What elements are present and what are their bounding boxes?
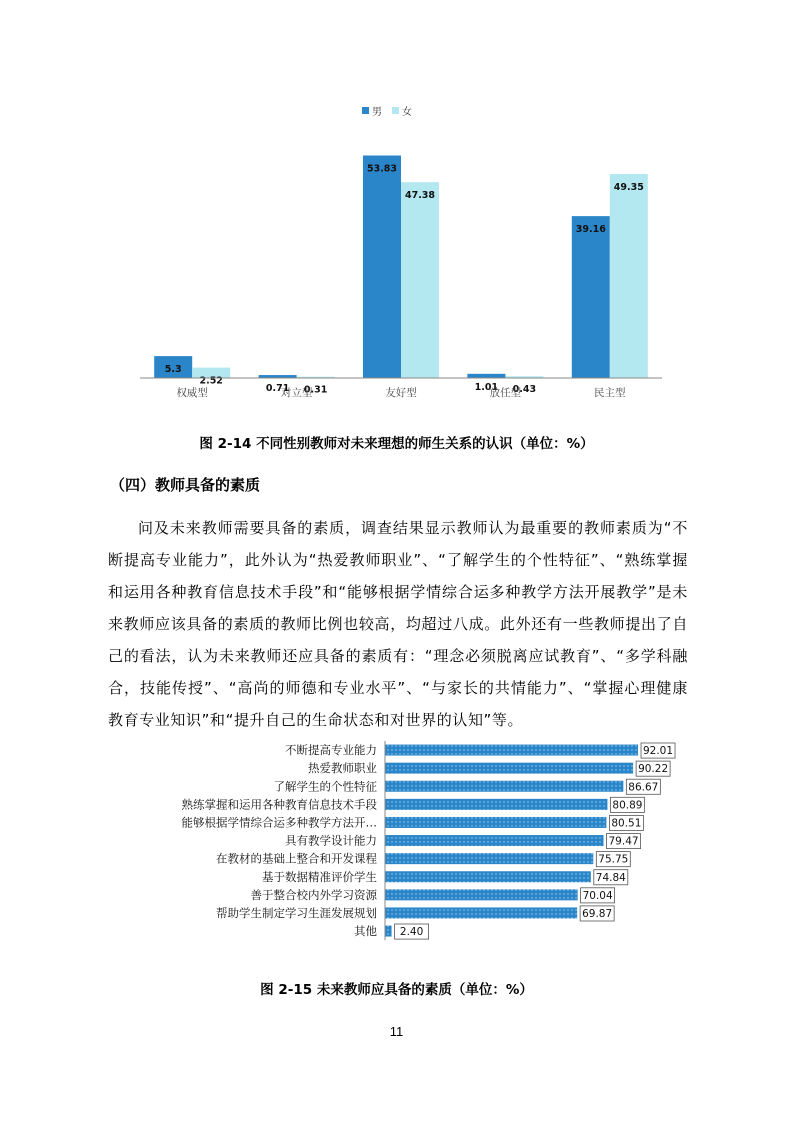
category-label: 放任型 [489, 387, 522, 399]
data-label: 0.43 [512, 384, 537, 396]
bar [385, 889, 578, 900]
section-heading: （四）教师具备的素质 [110, 476, 261, 494]
category-label: 不断提高专业能力 [285, 743, 377, 758]
data-label: 1.01 [474, 381, 499, 393]
data-label: 90.22 [638, 763, 669, 776]
data-label: 39.16 [575, 224, 606, 236]
bar [385, 926, 392, 937]
chart-legend [362, 105, 412, 118]
bar [385, 781, 623, 792]
data-label: 47.38 [404, 190, 436, 202]
bar [572, 216, 610, 378]
category-label: 能够根据学情综合运多种教学方法开… [181, 815, 377, 830]
category-label: 热爱教师职业 [308, 761, 377, 776]
data-label: 80.89 [612, 799, 643, 812]
data-label: 0.31 [303, 384, 328, 396]
data-label: 49.35 [613, 182, 644, 194]
bar [363, 156, 401, 378]
bar [610, 174, 648, 378]
data-label: 5.3 [164, 364, 182, 376]
legend-label: 男 [372, 107, 382, 118]
bar [467, 374, 505, 378]
bar [385, 817, 606, 828]
category-label: 在教材的基础上整合和开发课程 [216, 851, 377, 866]
category-label: 民主型 [594, 387, 626, 399]
bar [385, 853, 593, 864]
bar [385, 871, 591, 882]
data-label: 75.75 [598, 853, 629, 866]
legend-swatch [392, 107, 399, 114]
category-label: 熟练掌握和运用各种教育信息技术手段 [181, 797, 377, 812]
data-label: 80.51 [611, 817, 642, 830]
category-label: 对立型 [280, 387, 313, 399]
category-label: 其他 [354, 924, 377, 939]
data-label: 0.71 [265, 383, 290, 395]
teacher-qualities-bar-chart [130, 736, 674, 946]
bar [385, 907, 577, 918]
data-label: 79.47 [608, 835, 639, 848]
legend-label: 女 [402, 107, 412, 118]
page-number: 11 [389, 1024, 404, 1039]
data-label: 92.01 [642, 745, 674, 758]
bar [385, 835, 604, 846]
figure-2-15-caption: 图 2-15 未来教师应具备的素质（单位：%） [260, 982, 533, 998]
bar [385, 763, 633, 774]
bar [385, 745, 638, 756]
category-label: 善于整合校内外学习资源 [250, 887, 377, 902]
category-label: 权威型 [176, 387, 208, 399]
data-label: 2.40 [399, 926, 424, 939]
data-label: 86.67 [628, 781, 659, 794]
gender-relationship-bar-chart [130, 100, 670, 410]
category-label: 帮助学生制定学习生涯发展规划 [216, 905, 377, 920]
data-label: 70.04 [582, 889, 613, 902]
category-label: 了解学生的个性特征 [273, 779, 377, 794]
data-label: 2.52 [199, 375, 223, 387]
category-label: 具有教学设计能力 [285, 833, 377, 848]
data-label: 53.83 [366, 163, 398, 175]
category-label: 基于数据精准评价学生 [262, 869, 377, 884]
bar [385, 799, 607, 810]
data-label: 74.84 [595, 871, 626, 884]
legend-swatch [362, 107, 369, 114]
body-paragraph: 问及未来教师需要具备的素质，调查结果显示教师认为最重要的教师素质为“不断提高专业能力”，此外认为“热爱教师职业”、“了解学生的个性特征”、“熟练掌握和运用各种教育信息技术手段”和“能够根据学情综合运多种教学方法开展教学”是未来教师应该具备的素质的教师比例也较高，均超过八成。此外还有一些教师提出了自己的看法，认为未来教师还应具备的素质有：“理念必须脱离应试教育”、“多学科融合，技能传授”、“高尚的师德和专业水平”、“与家长的共情能力”、“掌握心理健康教育专业知识”和“提升自己的生命状态和对世界的认知”等。 [108, 519, 688, 729]
data-label: 69.87 [582, 907, 613, 920]
bar [401, 182, 439, 378]
figure-2-14-caption: 图 2-14 不同性别教师对未来理想的师生关系的认识（单位：%） [199, 436, 594, 452]
category-label: 友好型 [385, 387, 417, 399]
